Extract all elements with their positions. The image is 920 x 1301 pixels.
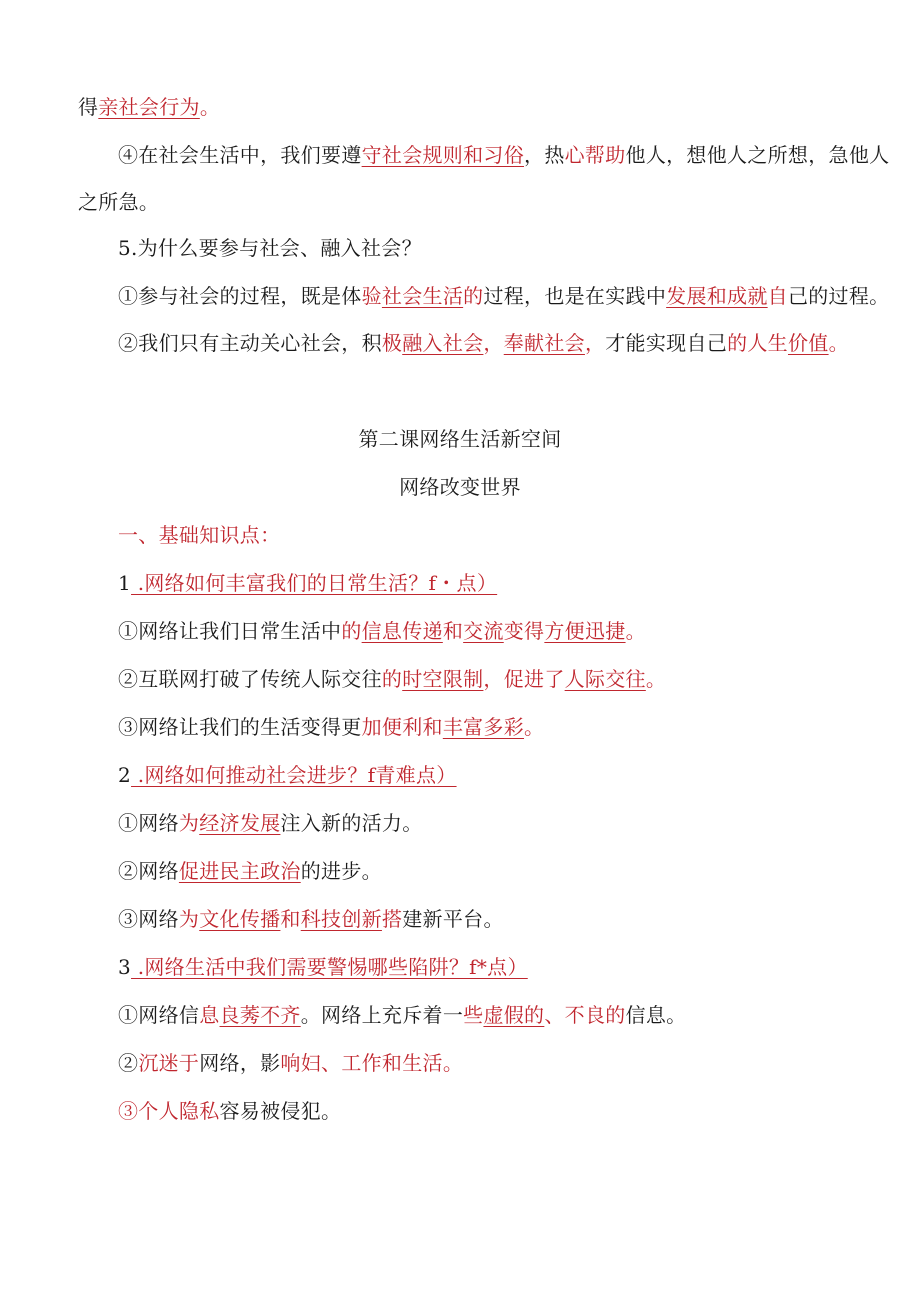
- text-segment: ①网络: [118, 811, 179, 835]
- text-segment: 守社会规则和习俗: [361, 143, 525, 167]
- text-segment: 息: [199, 1003, 220, 1027]
- text-segment: ，促进了: [483, 667, 565, 691]
- text-segment: 的: [381, 667, 403, 691]
- text-segment: 方便迅捷: [544, 619, 626, 643]
- text-line-12: [118, 665, 666, 693]
- text-segment: 。: [524, 715, 545, 739]
- text-segment: 自: [767, 284, 788, 308]
- text-line-2: [118, 141, 889, 169]
- text-segment: 亲社会行为: [98, 95, 200, 119]
- text-segment: 的: [727, 331, 748, 355]
- text-segment: 搭: [381, 907, 403, 931]
- text-segment: 一、基础知识点：: [118, 523, 281, 547]
- question-1-heading: [118, 569, 497, 597]
- text-segment: .网络如何推动社会进步？f青难点）: [131, 763, 457, 787]
- text-segment: 良莠不齐: [219, 1003, 301, 1027]
- text-segment: ③网络: [118, 907, 179, 931]
- text-segment: ②网络: [118, 859, 179, 883]
- text-segment: 5.为什么要参与社会、融入社会？: [118, 236, 422, 260]
- text-segment: ②我们只有主动关心社会，积: [118, 331, 382, 355]
- text-segment: 得: [78, 95, 99, 119]
- text-segment: ①参与社会的过程，既是体: [118, 284, 362, 308]
- text-segment: 容易被侵犯。: [219, 1099, 342, 1123]
- text-segment: 验: [361, 284, 382, 308]
- text-segment: 。网络上充斥着一: [300, 1003, 464, 1027]
- text-line-15: [118, 809, 423, 837]
- text-segment: 信息。: [625, 1003, 687, 1027]
- text-segment: 加便利和: [361, 715, 443, 739]
- text-segment: 人生: [747, 331, 788, 355]
- text-segment: 才能实现自己: [605, 331, 728, 355]
- text-line-17: [118, 905, 504, 933]
- text-segment: 文化传播: [199, 907, 281, 931]
- text-segment: 和: [442, 619, 464, 643]
- text-segment: 发展和成就: [666, 284, 768, 308]
- text-segment: 。: [199, 95, 221, 119]
- knowledge-heading: [118, 521, 280, 549]
- text-segment: 为: [178, 907, 200, 931]
- text-segment: 交流: [463, 619, 504, 643]
- text-segment: 。: [625, 619, 646, 643]
- text-segment: 极: [381, 331, 403, 355]
- section-title: [0, 473, 920, 501]
- text-segment: .网络生活中我们需要警惕哪些陷阱？f*点）: [131, 955, 528, 979]
- text-segment: 变得: [503, 619, 545, 643]
- text-segment: 丰富多彩: [442, 715, 525, 739]
- text-segment: 响妇、工作和生活。: [280, 1051, 464, 1075]
- text-segment: ，: [584, 331, 606, 355]
- text-segment: 2: [118, 763, 132, 787]
- text-segment: 奉献社会: [503, 331, 585, 355]
- text-segment: 时空限制: [402, 667, 484, 691]
- text-segment: 网络，影: [199, 1051, 281, 1075]
- text-segment: ③网络让我们的生活变得更: [118, 715, 362, 739]
- text-line-21: [118, 1097, 341, 1125]
- text-segment: 为: [178, 811, 200, 835]
- text-line-13: [118, 713, 544, 741]
- text-segment: 价值: [787, 331, 829, 355]
- text-segment: 他人，想他人之所想，急他人: [625, 143, 890, 167]
- text-segment: ①网络信: [118, 1003, 200, 1027]
- text-segment: 融入社会: [402, 331, 484, 355]
- text-segment: 科技创新: [300, 907, 382, 931]
- question-2-heading: [118, 761, 457, 789]
- question-5-heading: [118, 234, 422, 262]
- text-segment: 网络改变世界: [399, 475, 521, 499]
- text-segment: ，: [483, 331, 504, 355]
- text-segment: ④在社会生活中，我们要遵: [118, 143, 362, 167]
- text-line-6: [118, 329, 849, 357]
- text-segment: 过程，也是在实践中: [483, 284, 667, 308]
- text-line-3: [78, 188, 159, 216]
- text-segment: ①网络让我们日常生活中: [118, 619, 342, 643]
- text-segment: 己的过程。: [787, 284, 890, 308]
- text-line-1: [78, 93, 220, 121]
- text-line-16: [118, 857, 382, 885]
- text-segment: 建新平台。: [402, 907, 504, 931]
- text-segment: 1: [118, 571, 132, 595]
- text-segment: 。: [645, 667, 667, 691]
- text-segment: 信息传递: [361, 619, 443, 643]
- lesson-title: [0, 425, 920, 453]
- text-segment: 的: [463, 284, 484, 308]
- text-segment: 心帮助: [564, 143, 626, 167]
- text-line-5: [118, 282, 889, 310]
- text-segment: 和: [280, 907, 301, 931]
- text-segment: ②互联网打破了传统人际交往: [118, 667, 382, 691]
- text-segment: 第二课网络生活新空间: [358, 427, 562, 451]
- text-segment: 之所急。: [78, 190, 160, 214]
- text-segment: ②: [118, 1051, 139, 1075]
- text-segment: 3: [118, 955, 132, 979]
- text-segment: 经济发展: [199, 811, 281, 835]
- text-segment: 沉迷于: [138, 1051, 200, 1075]
- text-segment: 些: [463, 1003, 484, 1027]
- text-segment: 社会生活: [381, 284, 464, 308]
- text-segment: 的: [341, 619, 362, 643]
- text-segment: 人际交往: [564, 667, 646, 691]
- text-line-19: [118, 1001, 686, 1029]
- text-segment: 促进民主政治: [178, 859, 301, 883]
- text-segment: 的进步。: [300, 859, 382, 883]
- text-segment: .网络如何丰富我们的日常生活？f・点）: [131, 571, 498, 595]
- text-segment: ，热: [524, 143, 565, 167]
- text-segment: 注入新的活力。: [280, 811, 423, 835]
- text-segment: 、不良的: [544, 1003, 626, 1027]
- text-line-20: [118, 1049, 463, 1077]
- question-3-heading: [118, 953, 528, 981]
- text-segment: 虚假的: [483, 1003, 545, 1027]
- text-segment: 。: [828, 331, 849, 355]
- text-segment: ③个人隐私: [118, 1099, 220, 1123]
- text-line-11: [118, 617, 646, 645]
